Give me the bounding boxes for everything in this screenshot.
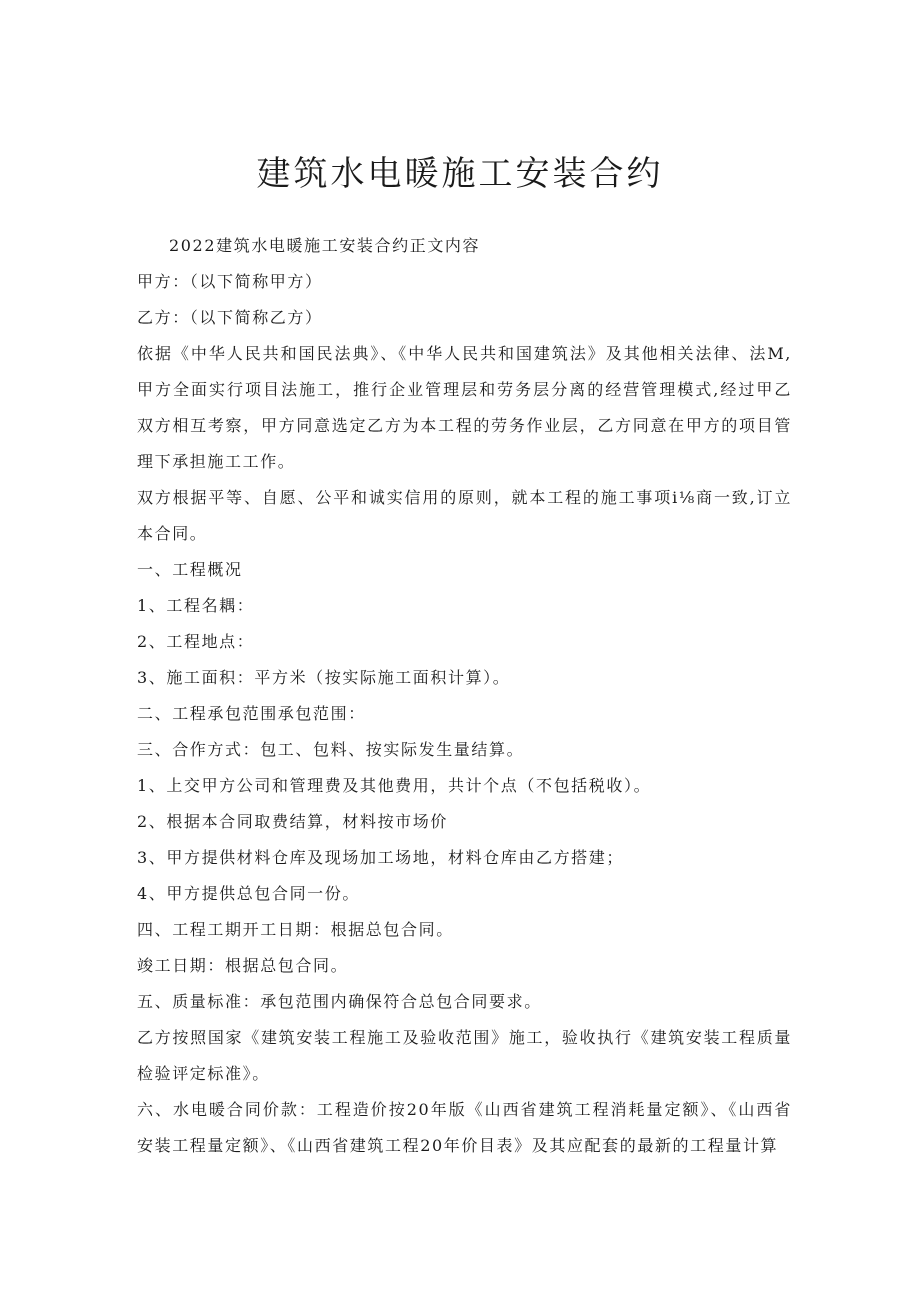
section-heading: 三、合作方式：包工、包料、按实际发生量结算。 (137, 740, 525, 759)
clause-item: 1、上交甲方公司和管理费及其他费用，共计个点（不包括税收）。 (137, 776, 652, 795)
clause-item: 1、工程名耦： (137, 596, 255, 615)
party-a-line: 甲方：（以下简称甲方） (137, 272, 323, 291)
clause-item: 2、工程地点： (137, 632, 255, 651)
document-title: 建筑水电暖施工安装合约 (256, 154, 664, 194)
clause-item: 3、施工面积：平方米（按实际施工面积计算）。 (137, 668, 511, 687)
clause-item: 3、甲方提供材料仓库及现场加工场地，材料仓库由乙方搭建； (137, 848, 624, 867)
legal-basis-paragraph: 依据《中华人民共和国民法典》、《中华人民共和国建筑法》及其他相关法律、法M,甲方全面实行项目法施工，推行企业管理层和劳务层分离的经营管理模式,经过甲乙双方相互考察，甲方同意选定乙方为本工程的劳务作业层，乙方同意在甲方的项目管理下承担施工工作。 (137, 344, 792, 471)
party-b-line: 乙方：（以下简称乙方） (137, 308, 323, 327)
section-heading: 四、工程工期开工日期：根据总包合同。 (137, 920, 454, 939)
agreement-principle-paragraph: 双方根据平等、自愿、公平和诚实信用的原则，就本工程的施工事项i⅛商一致,订立本合同。 (137, 488, 792, 543)
section-heading: 一、工程概况 (137, 560, 243, 579)
clause-item: 4、甲方提供总包合同一份。 (137, 884, 360, 903)
clause-item: 竣工日期：根据总包合同。 (137, 956, 349, 975)
section-heading: 五、质量标准：承包范围内确保符合总包合同要求。 (137, 992, 542, 1011)
document-body (137, 228, 792, 1164)
section-heading: 二、工程承包范围承包范围： (137, 704, 366, 723)
section-heading: 六、水电暖合同价款：工程造价按20年版《山西省建筑工程消耗量定额》、《山西省安装工程量定额》、《山西省建筑工程20年价目表》及其应配套的最新的工程量计算 (137, 1100, 792, 1155)
clause-item: 2、根据本合同取费结算，材料按市场价 (137, 812, 448, 831)
intro-paragraph: 2022建筑水电暖施工安装合约正文内容 (169, 236, 481, 255)
quality-paragraph: 乙方按照国家《建筑安装工程施工及验收范围》施工，验收执行《建筑安装工程质量检验评定标准》。 (137, 1028, 792, 1083)
